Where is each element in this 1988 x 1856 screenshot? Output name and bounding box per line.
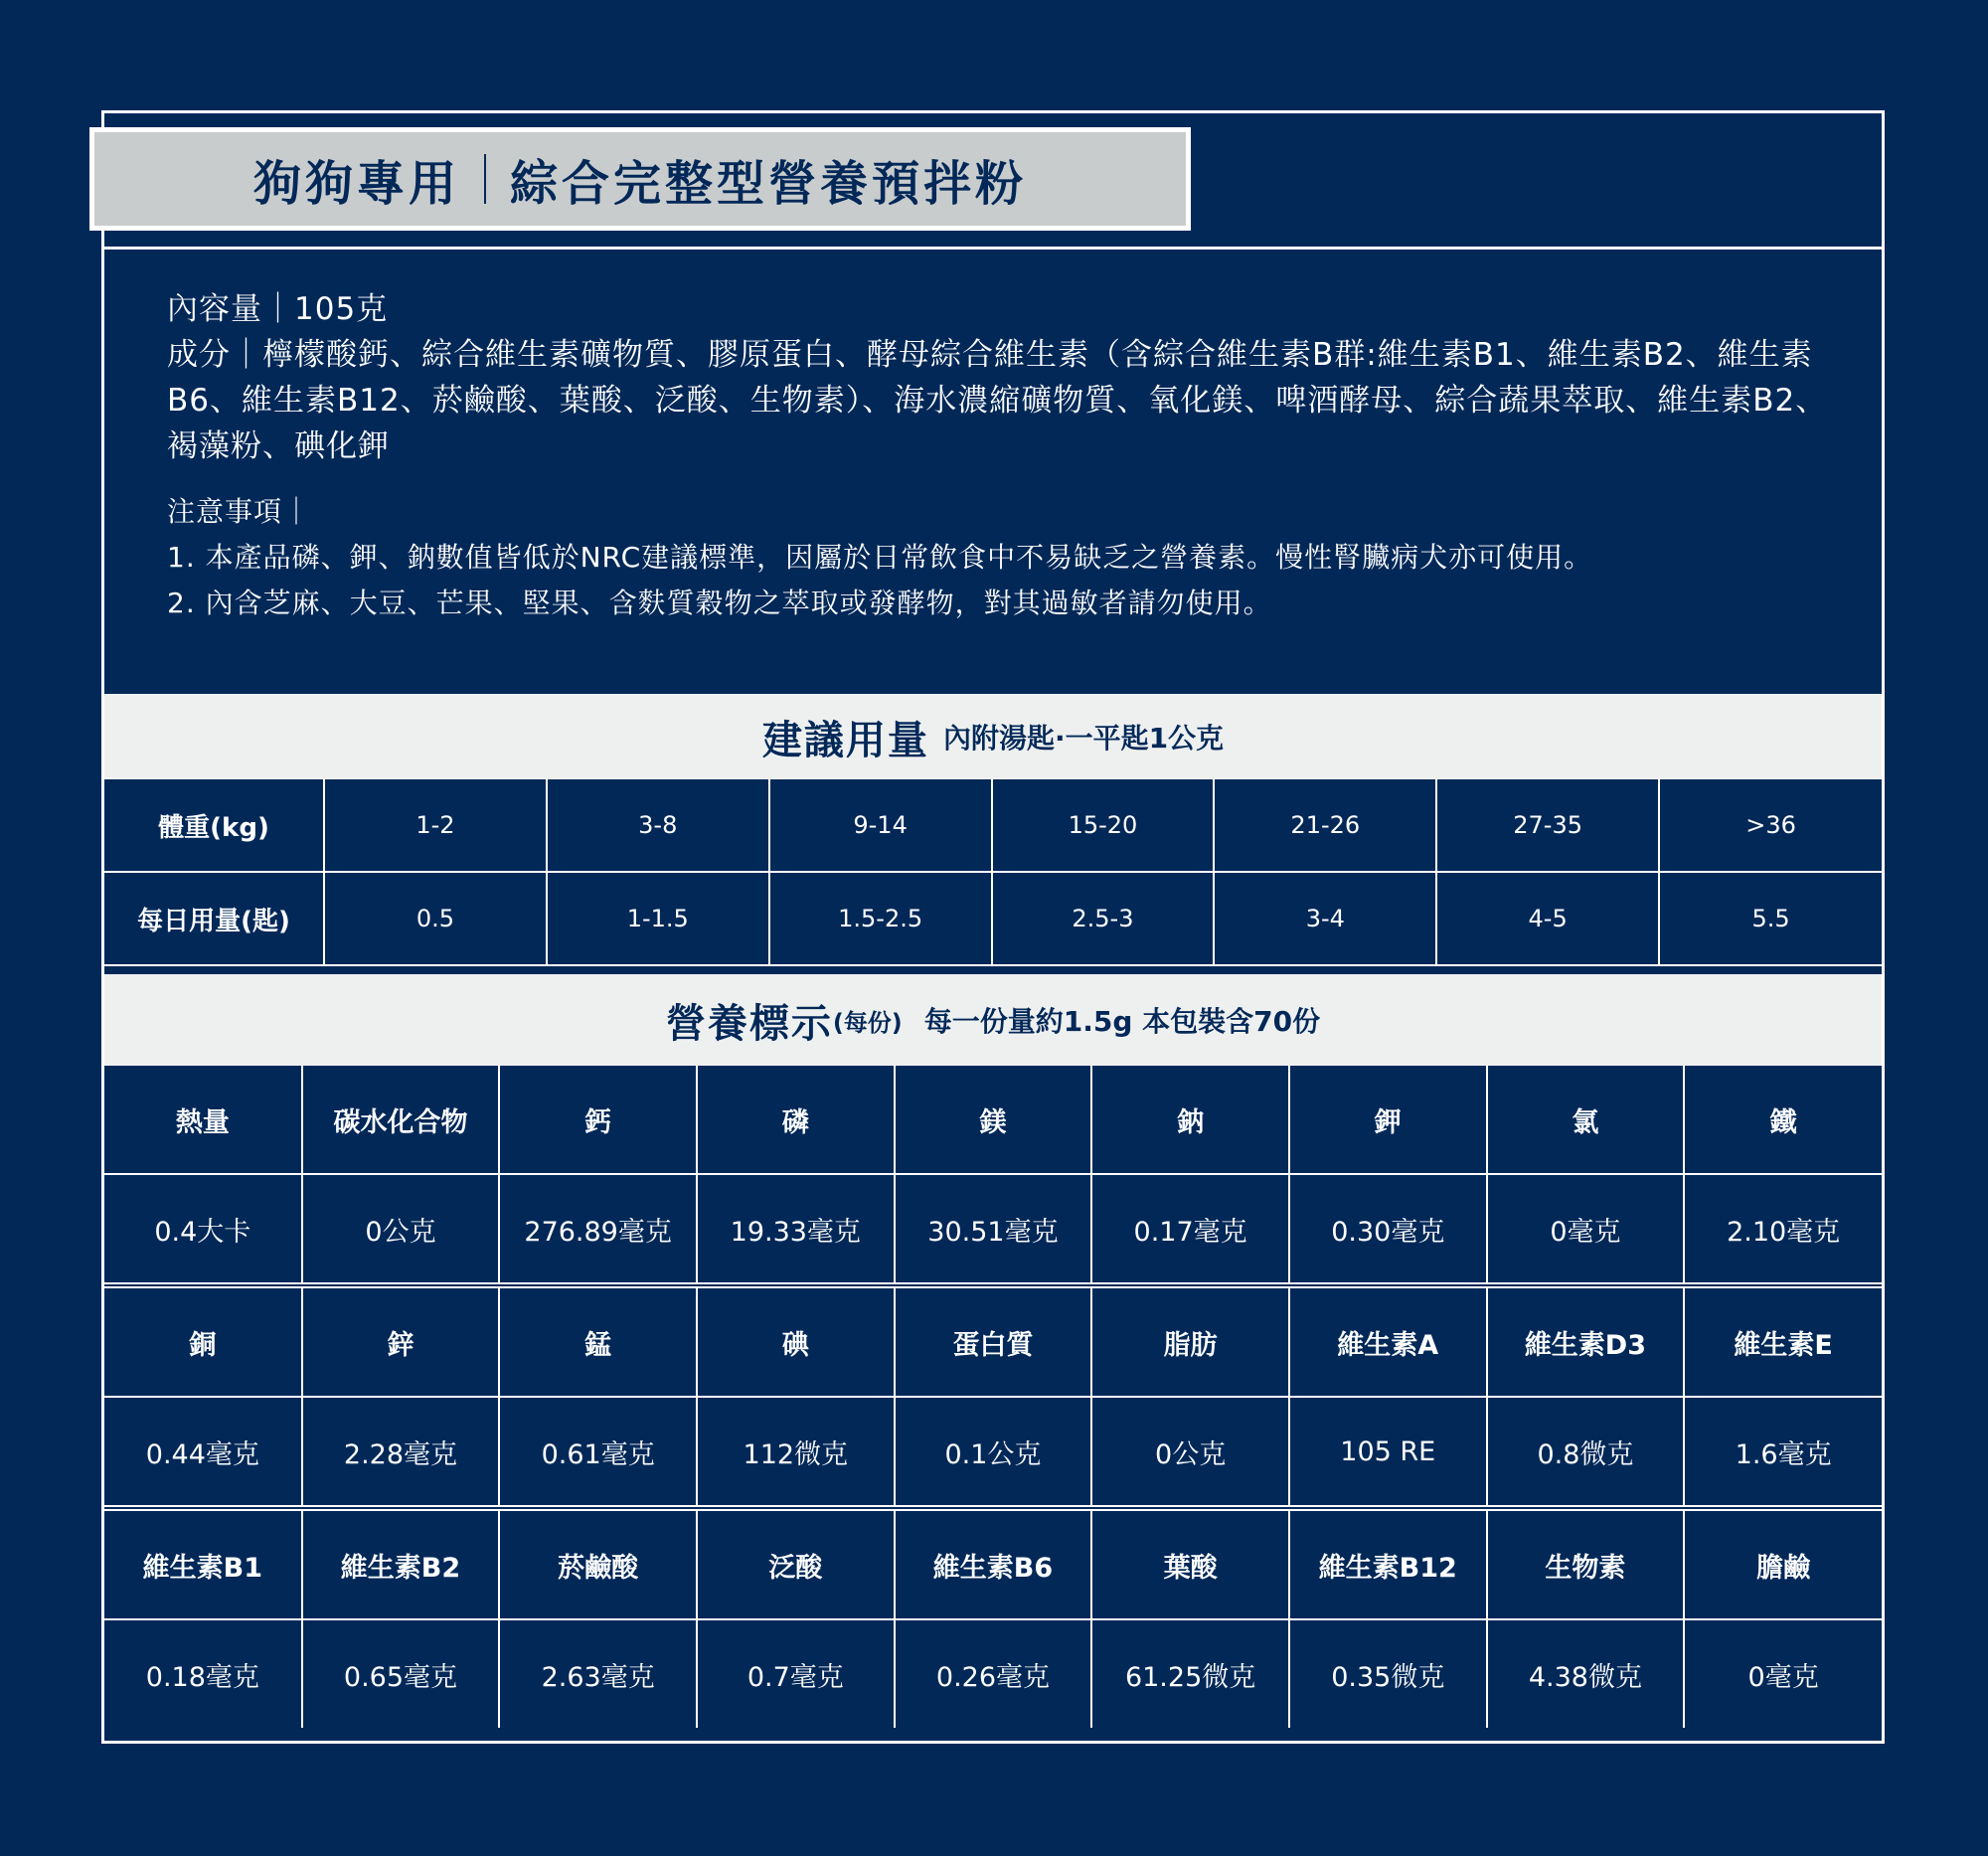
dosage-heading-band [104, 694, 1882, 779]
nutrient-name: 碳水化合物 [302, 1066, 500, 1174]
nutrient-value: 0.17毫克 [1091, 1174, 1289, 1285]
weight-cell: 1-2 [324, 779, 547, 872]
notice-2: 2. 內含芝麻、大豆、芒果、堅果、含麩質穀物之萃取或發酵物，對其過敏者請勿使用。 [167, 587, 1272, 619]
nutrient-name: 維生素B2 [302, 1508, 500, 1619]
nutrient-name: 葉酸 [1091, 1508, 1289, 1619]
nutrient-name: 菸鹼酸 [499, 1508, 697, 1619]
weight-cell: 9-14 [769, 779, 992, 872]
nutrient-name: 熱量 [104, 1066, 302, 1174]
nutrient-value: 0公克 [1091, 1397, 1289, 1508]
title-right: 綜合完整型營養預拌粉 [510, 155, 1028, 212]
nutrient-value: 2.63毫克 [499, 1619, 697, 1728]
weight-cell: 15-20 [992, 779, 1215, 872]
dosage-table [104, 779, 1882, 966]
nutrient-value: 4.38微克 [1487, 1619, 1685, 1728]
nutrient-value: 0.1公克 [895, 1397, 1092, 1508]
nutrient-value: 0.4大卡 [104, 1174, 302, 1285]
nutrient-value: 0.26毫克 [895, 1619, 1092, 1728]
title-left: 狗狗專用 [252, 155, 460, 212]
nutrient-name-row [104, 1066, 1882, 1174]
nutrient-value-row [104, 1174, 1882, 1285]
nutrient-value: 105 RE [1289, 1397, 1487, 1508]
weight-cell: 27-35 [1436, 779, 1659, 872]
nutrient-name: 維生素B12 [1289, 1508, 1487, 1619]
nutrition-heading: 營養標示 [665, 1000, 833, 1047]
nutrition-subheading: 每一份量約1.5g 本包裝含70份 [923, 1005, 1321, 1038]
weight-cell: >36 [1659, 779, 1882, 872]
nutrient-value: 0.65毫克 [302, 1619, 500, 1728]
product-info [167, 286, 1837, 626]
nutrient-value: 112微克 [697, 1397, 895, 1508]
nutrient-value: 0.8微克 [1487, 1397, 1685, 1508]
nutrient-value: 19.33毫克 [697, 1174, 895, 1285]
nutrient-name: 鈣 [499, 1066, 697, 1174]
nutrient-value: 0.30毫克 [1289, 1174, 1487, 1285]
dosage-subheading: 內附湯匙·一平匙1公克 [942, 722, 1225, 755]
nutrient-name: 鉀 [1289, 1066, 1487, 1174]
nutrient-name: 泛酸 [697, 1508, 895, 1619]
nutrient-name: 磷 [697, 1066, 895, 1174]
weight-row [104, 779, 1882, 872]
nutrient-name: 維生素E [1684, 1285, 1882, 1397]
content-amount: 內容量｜105克 [167, 291, 389, 327]
nutrient-name-row [104, 1508, 1882, 1619]
nutrient-value: 0毫克 [1487, 1174, 1685, 1285]
amount-cell: 2.5-3 [992, 872, 1215, 965]
nutrient-name: 鎂 [895, 1066, 1092, 1174]
weight-cell: 21-26 [1214, 779, 1436, 872]
nutrient-value: 0.7毫克 [697, 1619, 895, 1728]
amount-cell: 4-5 [1436, 872, 1659, 965]
nutrient-value: 0.61毫克 [499, 1397, 697, 1508]
nutrient-name: 鐵 [1684, 1066, 1882, 1174]
amount-cell: 1-1.5 [547, 872, 769, 965]
nutrient-value: 2.28毫克 [302, 1397, 500, 1508]
nutrient-name: 鋅 [302, 1285, 500, 1397]
nutrient-name: 維生素B6 [895, 1508, 1092, 1619]
dosage-heading: 建議用量 [761, 717, 929, 763]
nutrient-value: 0.35微克 [1289, 1619, 1487, 1728]
amount-cell: 3-4 [1214, 872, 1436, 965]
nutrient-name: 鈉 [1091, 1066, 1289, 1174]
notice-1: 1. 本產品磷、鉀、鈉數值皆低於NRC建議標準，因屬於日常飲食中不易缺乏之營養素。慢性腎臟病犬亦可使用。 [167, 541, 1593, 574]
nutrient-name: 錳 [499, 1285, 697, 1397]
nutrient-value: 0.18毫克 [104, 1619, 302, 1728]
nutrient-name: 蛋白質 [895, 1285, 1092, 1397]
ingredients: 成分｜檸檬酸鈣、綜合維生素礦物質、膠原蛋白、酵母綜合維生素（含綜合維生素B群:維生素B1、維生素B2、維生素B6、維生素B12、菸鹼酸、葉酸、泛酸、生物素）、海水濃縮礦物質、氧化鎂、啤酒酵母、綜合蔬果萃取、維生素B2、褐藻粉、碘化鉀 [167, 337, 1828, 464]
amount-cell: 5.5 [1659, 872, 1882, 965]
nutrient-value: 30.51毫克 [895, 1174, 1092, 1285]
nutrition-heading-band [104, 974, 1882, 1066]
nutrient-name: 維生素D3 [1487, 1285, 1685, 1397]
nutrient-value: 61.25微克 [1091, 1619, 1289, 1728]
nutrient-name: 碘 [697, 1285, 895, 1397]
title-underline [101, 247, 1885, 250]
amount-cell: 0.5 [324, 872, 547, 965]
nutrient-value: 0.44毫克 [104, 1397, 302, 1508]
nutrient-name: 銅 [104, 1285, 302, 1397]
weight-label: 體重(kg) [104, 779, 324, 872]
nutrient-name-row [104, 1285, 1882, 1397]
nutrient-name: 維生素A [1289, 1285, 1487, 1397]
nutrient-value-row [104, 1619, 1882, 1728]
amount-cell: 1.5-2.5 [769, 872, 992, 965]
nutrient-value: 276.89毫克 [499, 1174, 697, 1285]
weight-cell: 3-8 [547, 779, 769, 872]
nutrient-name: 膽鹼 [1684, 1508, 1882, 1619]
notice-title: 注意事項｜ [167, 495, 312, 528]
nutrient-name: 氯 [1487, 1066, 1685, 1174]
nutrient-value-row [104, 1397, 1882, 1508]
title-divider [484, 154, 486, 204]
nutrition-table [104, 1066, 1882, 1728]
nutrient-value: 0毫克 [1684, 1619, 1882, 1728]
amount-row [104, 872, 1882, 965]
product-title [89, 127, 1191, 231]
nutrient-name: 維生素B1 [104, 1508, 302, 1619]
nutrient-value: 0公克 [302, 1174, 500, 1285]
nutrient-name: 生物素 [1487, 1508, 1685, 1619]
amount-label: 每日用量(匙) [104, 872, 324, 965]
nutrient-value: 1.6毫克 [1684, 1397, 1882, 1508]
nutrition-per: (每份) [832, 1008, 903, 1037]
nutrient-name: 脂肪 [1091, 1285, 1289, 1397]
nutrient-value: 2.10毫克 [1684, 1174, 1882, 1285]
